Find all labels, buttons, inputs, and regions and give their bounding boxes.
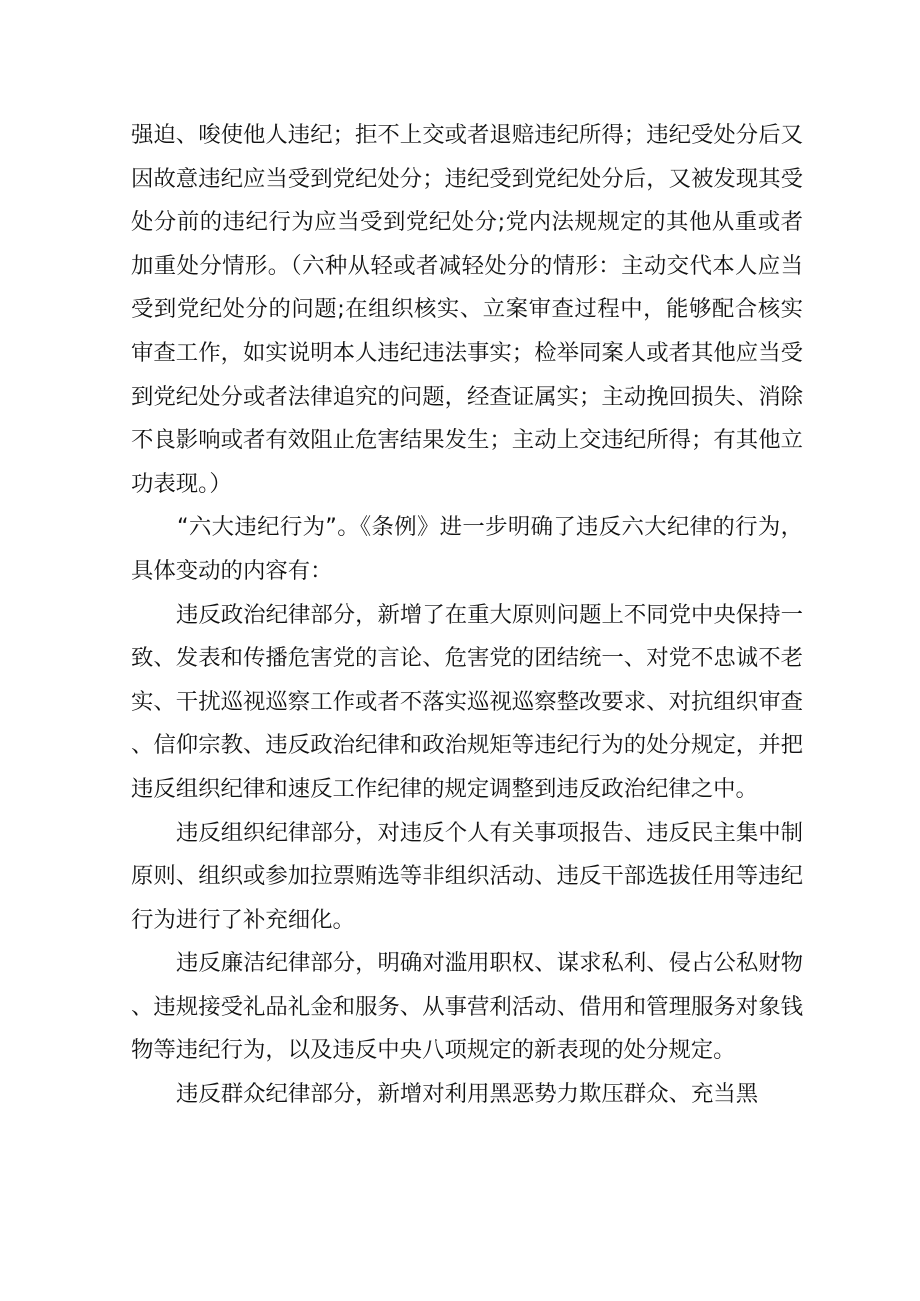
paragraph-six-violations-intro: “六大违纪行为”。《条例》进一步明确了违反六大纪律的行为，具体变动的内容有： xyxy=(131,514,803,584)
paragraph-integrity-discipline: 违反廉洁纪律部分，明确对滥用职权、谋求私利、侵占公私财物、违规接受礼品礼金和服务、从事营利活动、借用和管理服务对象钱物等违纪行为，以及违反中央八项规定的新表现的处分规定。 xyxy=(131,950,803,1064)
paragraph-political-discipline: 违反政治纪律部分，新增了在重大原则问题上不同党中央保持一致、发表和传播危害党的言论、危害党的团结统一、对党不忠诚不老实、干扰巡视巡察工作或者不落实巡视巡察整改要求、对抗组织审查、信仰宗教、违反政治纪律和政治规矩等违纪行为的处分规定，并把违反组织纪律和速反工作纪律的规定调整到违反政治纪律之中。 xyxy=(131,601,803,802)
paragraph-mass-discipline: 违反群众纪律部分，新增对利用黑恶势力欺压群众、充当黑 xyxy=(176,1081,759,1108)
document-body xyxy=(131,114,803,1117)
paragraph-organizational-discipline: 违反组织纪律部分，对违反个人有关事项报告、违反民主集中制原则、组织或参加拉票贿选等非组织活动、违反干部选拔任用等违纪行为进行了补充细化。 xyxy=(131,819,803,933)
paragraph-continuation: 强迫、唆使他人违纪；拒不上交或者退赔违纪所得；违纪受处分后又因故意违纪应当受到党纪处分；违纪受到党纪处分后，又被发现其受处分前的违纪行为应当受到党纪处分;党内法规规定的其他从重或者加重处分情形。（六种从轻或者减轻处分的情形：主动交代本人应当受到党纪处分的问题;在组织核实、立案审查过程中，能够配合核实审查工作，如实说明本人违纪违法事实；检举同案人或者其他应当受到党纪处分或者法律追究的问题，经查证属实；主动挽回损失、消除不良影响或者有效阻止危害结果发生；主动上交违纪所得；有其他立功表现。） xyxy=(131,122,803,497)
